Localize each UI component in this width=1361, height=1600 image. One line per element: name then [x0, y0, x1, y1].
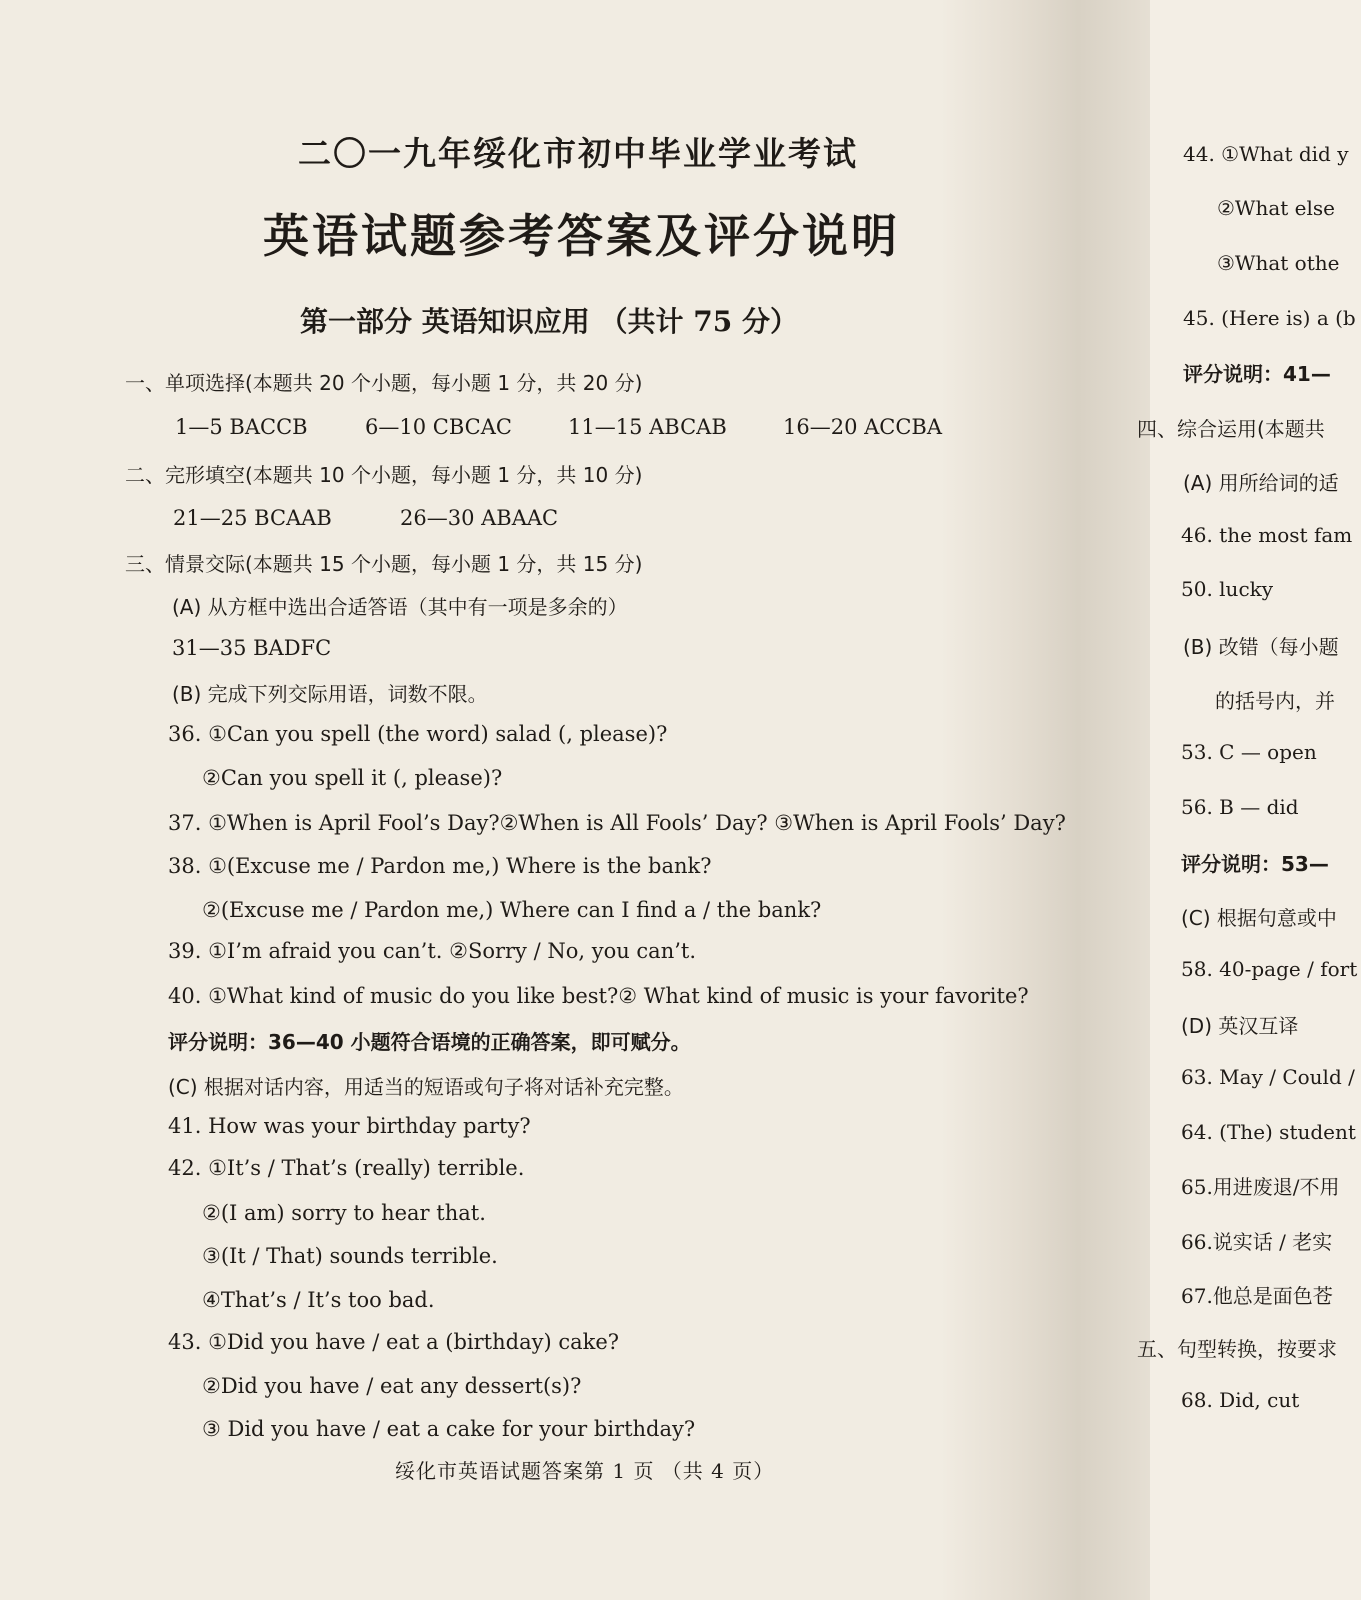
right-line-66: 66.说实话 / 老实: [1181, 1230, 1333, 1254]
right-section-4a-heading: (A) 用所给词的适: [1183, 471, 1339, 495]
right-line-44-2: ②What else: [1217, 196, 1336, 220]
answer-16-20: 16—20 ACCBA: [783, 415, 943, 439]
section-3a-heading: (A) 从方框中选出合适答语（其中有一项是多余的）: [172, 595, 628, 619]
right-line-53: 53. C — open: [1181, 740, 1317, 764]
exam-title: 二〇一九年绥化市初中毕业学业考试: [298, 134, 858, 173]
answer-43-line-3: ③ Did you have / eat a cake for your birthday?: [202, 1417, 696, 1441]
part-one-heading: 第一部分 英语知识应用 （共计 75 分）: [300, 305, 798, 338]
right-line-56: 56. B — did: [1181, 795, 1299, 819]
right-section-5-heading: 五、句型转换，按要求: [1137, 1337, 1337, 1361]
answer-43-line-2: ②Did you have / eat any dessert(s)?: [202, 1374, 582, 1398]
answer-36-line-2: ②Can you spell it (, please)?: [202, 766, 503, 790]
answer-6-10: 6—10 CBCAC: [365, 415, 512, 439]
answer-42-line-3: ③(It / That) sounds terrible.: [202, 1244, 498, 1268]
answer-43-line-1: 43. ①Did you have / eat a (birthday) cake?: [168, 1330, 620, 1354]
answer-42-line-1: 42. ①It’s / That’s (really) terrible.: [168, 1156, 525, 1180]
page-footer: 绥化市英语试题答案第 1 页 （共 4 页）: [395, 1459, 775, 1483]
right-scoring-note-41: 评分说明：41—: [1183, 362, 1331, 386]
section-3c-heading: (C) 根据对话内容，用适当的短语或句子将对话补充完整。: [168, 1075, 684, 1099]
right-scoring-note-53: 评分说明：53—: [1181, 852, 1329, 876]
answer-40: 40. ①What kind of music do you like best?② What kind of music is your favorite?: [168, 984, 1029, 1008]
right-line-63: 63. May / Could /: [1181, 1065, 1355, 1089]
right-line-44-1: 44. ①What did y: [1183, 142, 1349, 166]
right-line-45: 45. (Here is) a (b: [1183, 306, 1356, 330]
answer-31-35: 31—35 BADFC: [172, 636, 332, 660]
answer-38-line-2: ②(Excuse me / Pardon me,) Where can I find a / the bank?: [202, 898, 822, 922]
section-3b-heading: (B) 完成下列交际用语，词数不限。: [172, 682, 488, 706]
answer-37: 37. ①When is April Fool’s Day?②When is All Fools’ Day? ③When is April Fools’ Day?: [168, 811, 1066, 835]
answer-41: 41. How was your birthday party?: [168, 1114, 531, 1138]
answer-42-line-4: ④That’s / It’s too bad.: [202, 1288, 435, 1312]
answer-key-title: 英语试题参考答案及评分说明: [263, 209, 900, 263]
answer-1-5: 1—5 BACCB: [175, 415, 308, 439]
right-line-68: 68. Did, cut: [1181, 1388, 1300, 1412]
right-line-64: 64. (The) student: [1181, 1120, 1356, 1144]
answer-39: 39. ①I’m afraid you can’t. ②Sorry / No, you can’t.: [168, 939, 697, 963]
section-2-heading: 二、完形填空(本题共 10 个小题，每小题 1 分，共 10 分): [125, 463, 643, 487]
answer-26-30: 26—30 ABAAC: [400, 506, 559, 530]
section-1-heading: 一、单项选择(本题共 20 个小题，每小题 1 分，共 20 分): [125, 371, 643, 395]
answer-11-15: 11—15 ABCAB: [568, 415, 727, 439]
right-line-46: 46. the most fam: [1181, 523, 1353, 547]
right-line-50: 50. lucky: [1181, 577, 1274, 601]
scoring-note-36-40: 评分说明：36—40 小题符合语境的正确答案，即可赋分。: [168, 1030, 691, 1054]
right-line-44-3: ③What othe: [1217, 251, 1340, 275]
answer-38-line-1: 38. ①(Excuse me / Pardon me,) Where is the bank?: [168, 854, 712, 878]
right-line-65: 65.用进废退/不用: [1181, 1175, 1340, 1199]
answer-42-line-2: ②(I am) sorry to hear that.: [202, 1201, 486, 1225]
answer-36-line-1: 36. ①Can you spell (the word) salad (, please)?: [168, 722, 668, 746]
right-line-67: 67.他总是面色苍: [1181, 1284, 1333, 1308]
page-fold-gutter: [940, 0, 1170, 1600]
right-section-4b-line-2: 的括号内，并: [1215, 689, 1335, 713]
right-section-4d-heading: (D) 英汉互译: [1181, 1014, 1299, 1038]
right-section-4c-heading: (C) 根据句意或中: [1181, 906, 1337, 930]
right-section-4-heading: 四、综合运用(本题共: [1137, 417, 1325, 441]
right-line-58: 58. 40-page / fort: [1181, 957, 1358, 981]
section-3-heading: 三、情景交际(本题共 15 个小题，每小题 1 分，共 15 分): [125, 552, 643, 576]
right-section-4b-heading: (B) 改错（每小题: [1183, 635, 1339, 659]
answer-21-25: 21—25 BCAAB: [173, 506, 332, 530]
